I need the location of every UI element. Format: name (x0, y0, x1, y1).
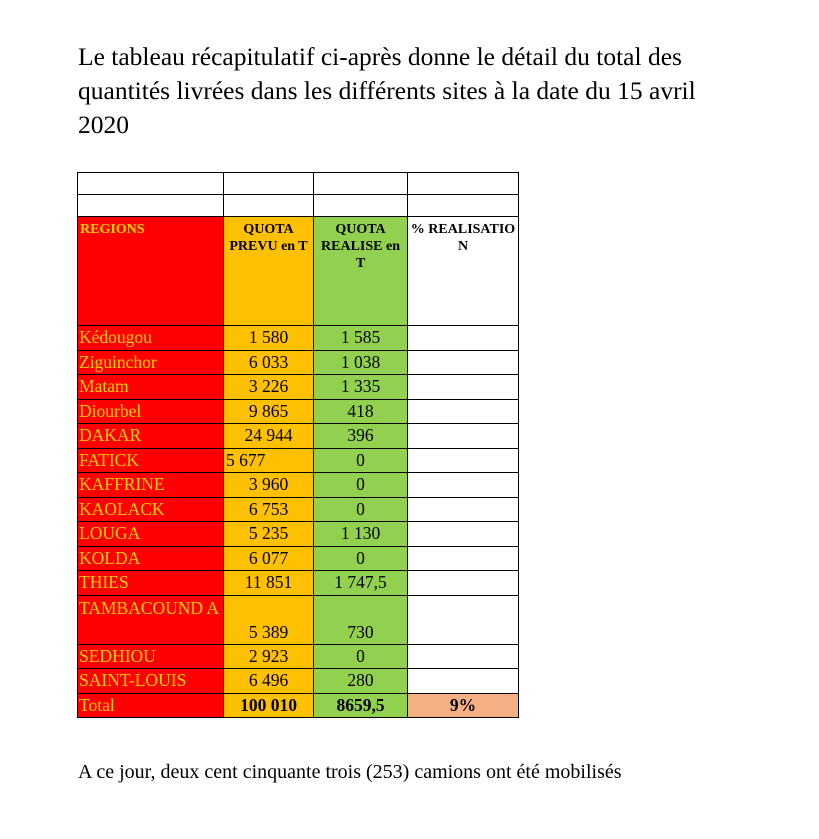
realise-cell: 396 (314, 424, 408, 449)
prevu-cell: 6 033 (224, 350, 314, 375)
table-row (78, 424, 519, 449)
pct-cell (408, 644, 519, 669)
recap-table (77, 172, 519, 718)
header-row (78, 217, 519, 326)
table-row (78, 497, 519, 522)
region-cell: LOUGA (78, 522, 224, 547)
region-cell: KOLDA (78, 546, 224, 571)
table-row (78, 669, 519, 694)
pct-cell (408, 595, 519, 644)
realise-cell: 0 (314, 473, 408, 498)
prevu-cell: 5 677 (224, 448, 314, 473)
pct-cell (408, 399, 519, 424)
realise-cell: 1 585 (314, 326, 408, 351)
blank-row (78, 195, 519, 217)
region-cell: KAOLACK (78, 497, 224, 522)
table-row (78, 399, 519, 424)
realise-cell: 418 (314, 399, 408, 424)
realise-cell: 1 130 (314, 522, 408, 547)
table-row (78, 375, 519, 400)
prevu-cell: 2 923 (224, 644, 314, 669)
header-regions: REGIONS (78, 217, 224, 326)
total-row (78, 693, 519, 717)
realise-cell: 0 (314, 644, 408, 669)
region-cell: FATICK (78, 448, 224, 473)
table-row (78, 546, 519, 571)
total-pct: 9% (408, 693, 519, 717)
header-quota-prevu: QUOTA PREVU en T (224, 217, 314, 326)
table-row (78, 644, 519, 669)
pct-cell (408, 497, 519, 522)
realise-cell: 280 (314, 669, 408, 694)
table-row (78, 326, 519, 351)
prevu-cell: 6 496 (224, 669, 314, 694)
prevu-cell: 1 580 (224, 326, 314, 351)
region-cell: Matam (78, 375, 224, 400)
realise-cell: 0 (314, 448, 408, 473)
intro-paragraph: Le tableau récapitulatif ci-après donne le détail du total des quantités livrées dans les différents sites à la date du 15 avril 2020 (78, 42, 696, 139)
pct-cell (408, 669, 519, 694)
pct-cell (408, 448, 519, 473)
prevu-cell: 6 077 (224, 546, 314, 571)
realise-cell: 1 038 (314, 350, 408, 375)
table-row (78, 473, 519, 498)
table-row (78, 448, 519, 473)
prevu-cell: 9 865 (224, 399, 314, 424)
prevu-cell: 5 235 (224, 522, 314, 547)
realise-cell: 0 (314, 497, 408, 522)
prevu-cell: 6 753 (224, 497, 314, 522)
total-prevu: 100 010 (224, 693, 314, 717)
pct-cell (408, 522, 519, 547)
pct-cell (408, 473, 519, 498)
header-pct-realisation: % REALISATIO N (408, 217, 519, 326)
pct-cell (408, 350, 519, 375)
region-cell: SEDHIOU (78, 644, 224, 669)
region-cell: SAINT-LOUIS (78, 669, 224, 694)
pct-cell (408, 326, 519, 351)
prevu-cell: 24 944 (224, 424, 314, 449)
prevu-cell: 5 389 (224, 595, 314, 644)
prevu-cell: 11 851 (224, 571, 314, 596)
prevu-cell: 3 226 (224, 375, 314, 400)
blank-row (78, 173, 519, 195)
table-row (78, 571, 519, 596)
pct-cell (408, 571, 519, 596)
region-cell: Kédougou (78, 326, 224, 351)
header-quota-realise: QUOTA REALISE en T (314, 217, 408, 326)
table-row (78, 522, 519, 547)
realise-cell: 0 (314, 546, 408, 571)
realise-cell: 1 335 (314, 375, 408, 400)
total-label: Total (78, 693, 224, 717)
total-realise: 8659,5 (314, 693, 408, 717)
region-cell: Ziguinchor (78, 350, 224, 375)
table-row (78, 350, 519, 375)
region-cell: THIES (78, 571, 224, 596)
pct-cell (408, 424, 519, 449)
pct-cell (408, 375, 519, 400)
prevu-cell: 3 960 (224, 473, 314, 498)
region-cell: KAFFRINE (78, 473, 224, 498)
realise-cell: 1 747,5 (314, 571, 408, 596)
realise-cell: 730 (314, 595, 408, 644)
table-row (78, 595, 519, 644)
region-cell: Diourbel (78, 399, 224, 424)
region-cell: TAMBACOUND A (78, 595, 224, 644)
region-cell: DAKAR (78, 424, 224, 449)
outro-paragraph: A ce jour, deux cent cinquante trois (253) camions ont été mobilisés (78, 761, 622, 783)
pct-cell (408, 546, 519, 571)
